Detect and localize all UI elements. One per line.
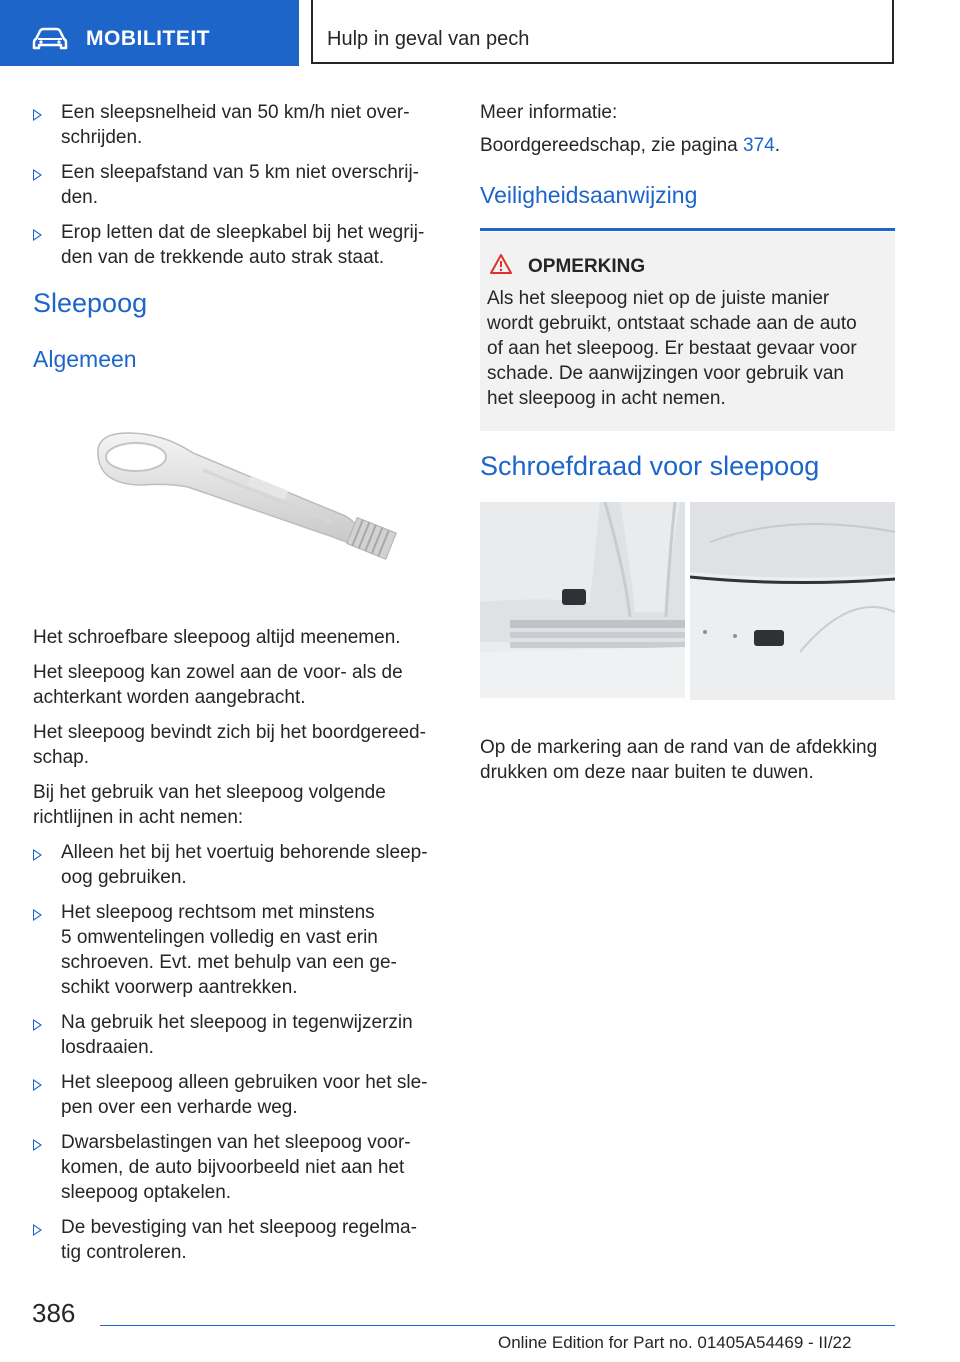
list-item-line: tig controleren.	[61, 1242, 187, 1263]
page-reference	[480, 133, 895, 158]
list-item-line: den van de trekkende auto strak staat.	[61, 247, 385, 268]
paragraph-line: Het sleepoog bevindt zich bij het boordgereed-	[33, 722, 426, 743]
car-icon	[32, 27, 68, 56]
edition-note: Online Edition for Part no. 01405A54469 - II/22	[498, 1333, 852, 1352]
note-title: OPMERKING	[528, 255, 646, 277]
list-item	[33, 1010, 448, 1060]
list-item-line: Een sleepsnelheid van 50 km/h niet over-	[61, 102, 410, 123]
list-item-line: den.	[61, 187, 98, 208]
section-label: MOBILITEIT	[86, 27, 210, 50]
paragraph-line: Op de markering aan de rand van de afdekking	[480, 737, 878, 758]
paragraph: Het schroefbare sleepoog altijd meenemen.	[33, 627, 401, 648]
reference-text: Boordgereedschap, zie pagina	[480, 135, 738, 156]
paragraph	[33, 660, 448, 710]
list-item-line: losdraaien.	[61, 1037, 154, 1058]
list-item-line: pen over een verharde weg.	[61, 1097, 298, 1118]
page-header	[311, 0, 894, 64]
list-item-line: schrijden.	[61, 127, 143, 148]
list-item-line: schroeven. Evt. met behulp van een ge-	[61, 952, 397, 973]
note-divider	[480, 228, 895, 231]
list-item-line: oog gebruiken.	[61, 867, 187, 888]
footer-divider	[100, 1325, 895, 1326]
bullet-arrow-icon	[33, 1079, 42, 1091]
list-item	[33, 100, 448, 150]
paragraph-line: drukken om deze naar buiten te duwen.	[480, 762, 814, 783]
warning-icon	[490, 254, 512, 279]
bullet-arrow-icon	[33, 849, 42, 861]
list-item-line: Een sleepafstand van 5 km niet overschrij-	[61, 162, 420, 183]
list-item	[33, 1130, 448, 1205]
rear-bumper-image	[690, 502, 895, 700]
bullet-arrow-icon	[33, 1019, 42, 1031]
bullet-arrow-icon	[33, 169, 42, 181]
subsection-heading: Algemeen	[33, 346, 137, 372]
page-number: 386	[32, 1298, 76, 1328]
page-title: Hulp in geval van pech	[327, 28, 530, 50]
list-item-line: Erop letten dat de sleepkabel bij het wegrij-	[61, 222, 425, 243]
note-line: wordt gebruikt, ontstaat schade aan de auto	[487, 313, 857, 334]
list-item	[33, 1215, 448, 1265]
section-heading: Sleepoog	[33, 288, 148, 318]
bullet-arrow-icon	[33, 909, 42, 921]
list-item-line: Het sleepoog rechtsom met minstens	[61, 902, 375, 923]
screw-instructions	[480, 735, 900, 785]
note-line: of aan het sleepoog. Er bestaat gevaar voor	[487, 338, 857, 359]
note-line: het sleepoog in acht nemen.	[487, 388, 726, 409]
list-item-line: Dwarsbelastingen van het sleepoog voor-	[61, 1132, 411, 1153]
paragraph-line: Bij het gebruik van het sleepoog volgende	[33, 782, 386, 803]
bullet-arrow-icon	[33, 229, 42, 241]
reference-end: .	[774, 135, 781, 156]
note-body	[487, 286, 882, 411]
list-item-line: Na gebruik het sleepoog in tegenwijzerzin	[61, 1012, 413, 1033]
section-tab[interactable]	[0, 0, 299, 66]
page-link[interactable]: 374	[743, 135, 775, 156]
screw-heading: Schroefdraad voor sleepoog	[480, 451, 820, 481]
list-item	[33, 840, 448, 890]
list-item-line: Het sleepoog alleen gebruiken voor het sle-	[61, 1072, 428, 1093]
front-bumper-image	[480, 502, 685, 698]
list-item-line: De bevestiging van het sleepoog regelma-	[61, 1217, 417, 1238]
list-item	[33, 900, 448, 1000]
paragraph-line: Het sleepoog kan zowel aan de voor- als de	[33, 662, 403, 683]
note-line: schade. De aanwijzingen voor gebruik van	[487, 363, 844, 384]
list-item-line: schikt voorwerp aantrekken.	[61, 977, 298, 998]
more-info-label: Meer informatie:	[480, 102, 618, 123]
list-item-line: komen, de auto bijvoorbeeld niet aan het	[61, 1157, 405, 1178]
bullet-arrow-icon	[33, 1139, 42, 1151]
note-box	[480, 232, 895, 431]
list-item-line: sleepoog optakelen.	[61, 1182, 232, 1203]
left-body	[33, 625, 448, 1265]
list-item-line: Alleen het bij het voertuig behorende sleep-	[61, 842, 428, 863]
bullet-arrow-icon	[33, 109, 42, 121]
paragraph-line: richtlijnen in acht nemen:	[33, 807, 244, 828]
paragraph	[33, 780, 448, 830]
list-item	[33, 160, 448, 210]
tow-eye-image	[88, 425, 398, 570]
left-top-bullets	[33, 100, 448, 270]
note-line: Als het sleepoog niet op de juiste manier	[487, 288, 830, 309]
paragraph	[33, 720, 448, 770]
more-info	[480, 100, 895, 158]
list-item-line: 5 omwentelingen volledig en vast erin	[61, 927, 378, 948]
paragraph-line: schap.	[33, 747, 89, 768]
safety-heading: Veiligheidsaanwijzing	[480, 182, 698, 208]
list-item	[33, 1070, 448, 1120]
list-item	[33, 220, 448, 270]
note-header	[490, 254, 645, 279]
paragraph-line: achterkant worden aangebracht.	[33, 687, 306, 708]
bullet-arrow-icon	[33, 1224, 42, 1236]
